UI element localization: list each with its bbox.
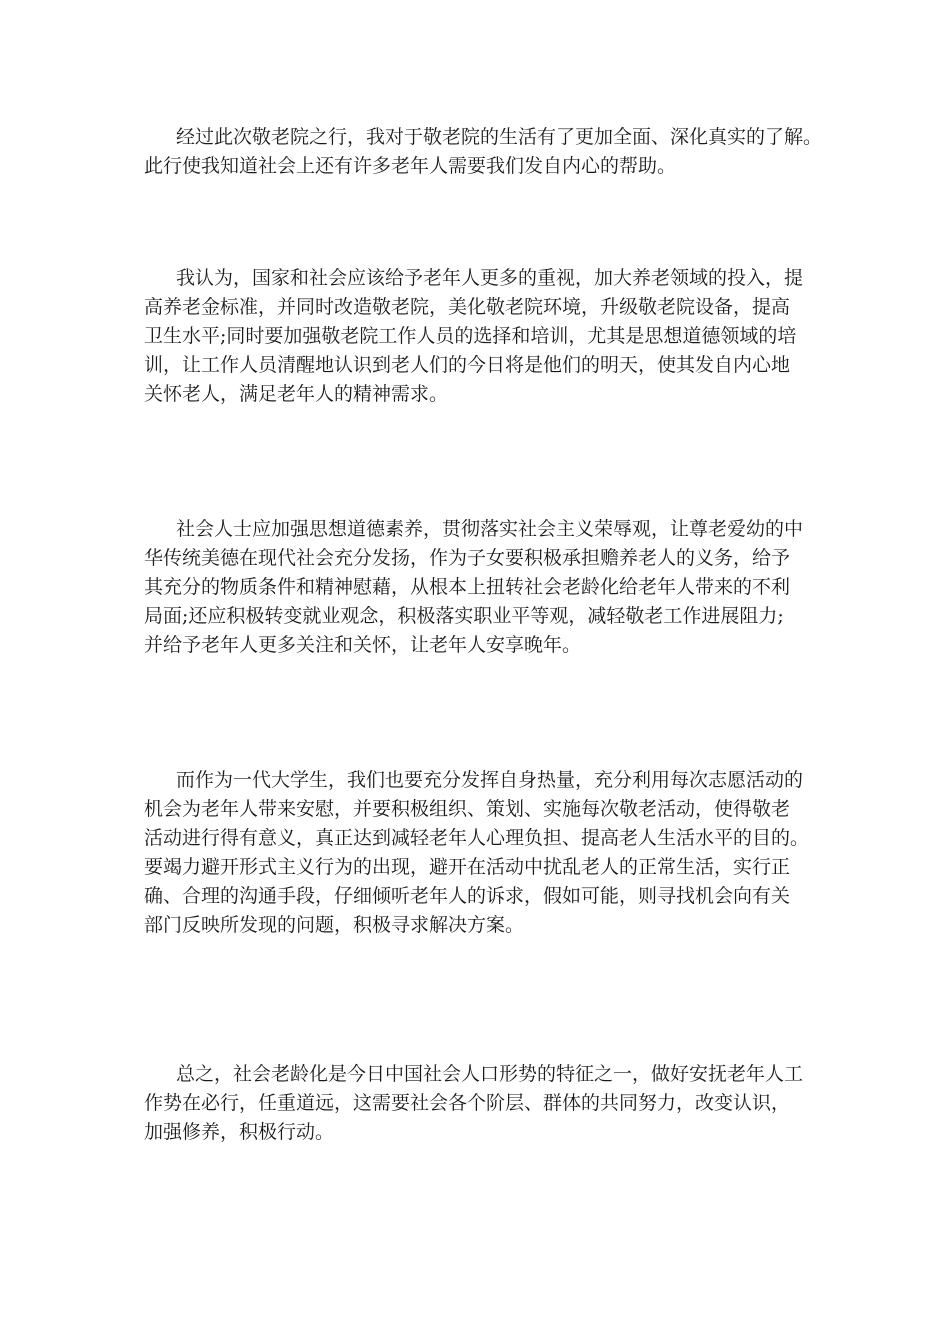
paragraph-line: 作势在必行，任重道远，这需要社会各个阶层、群体的共同努力，改变认识， bbox=[144, 1092, 791, 1114]
paragraph-line: 机会为老年人带来安慰，并要积极组织、策划、实施每次敬老活动，使得敬老 bbox=[144, 798, 791, 820]
paragraph-line: 而作为一代大学生，我们也要充分发挥自身热量，充分利用每次志愿活动的 bbox=[176, 769, 804, 791]
paragraph-line: 我认为，国家和社会应该给予老年人更多的重视，加大养老领域的投入，提 bbox=[176, 267, 804, 289]
paragraph-line: 活动进行得有意义，真正达到减轻老年人心理负担、提高老人生活水平的目的。 bbox=[144, 827, 810, 849]
paragraph-visit-impression bbox=[144, 123, 823, 181]
paragraph-line: 要竭力避开形式主义行为的出现，避开在活动中扰乱老人的正常生活，实行正 bbox=[144, 856, 791, 878]
paragraph-student-responsibility bbox=[144, 766, 814, 940]
paragraph-line: 总之，社会老龄化是今日中国社会人口形势的特征之一，做好安抚老年人工 bbox=[176, 1063, 804, 1085]
paragraph-line: 确、合理的沟通手段，仔细倾听老年人的诉求，假如可能，则寻找机会向有关 bbox=[144, 885, 791, 907]
paragraph-line: 华传统美德在现代社会充分发扬，作为子女要积极承担赡养老人的义务，给予 bbox=[144, 547, 791, 569]
paragraph-society-responsibility bbox=[144, 515, 814, 660]
paragraph-line: 关怀老人，满足老年人的精神需求。 bbox=[144, 383, 449, 405]
paragraph-line: 此行使我知道社会上还有许多老年人需要我们发自内心的帮助。 bbox=[144, 155, 677, 177]
paragraph-state-responsibility bbox=[144, 264, 814, 409]
paragraph-line: 部门反映所发现的问题，积极寻求解决方案。 bbox=[144, 914, 525, 936]
paragraph-line: 其充分的物质条件和精神慰藉，从根本上扭转社会老龄化给老年人带来的不利 bbox=[144, 576, 791, 598]
paragraph-line: 训，让工作人员清醒地认识到老人们的今日将是他们的明天，使其发自内心地 bbox=[144, 354, 791, 376]
paragraph-line: 卫生水平;同时要加强敬老院工作人员的选择和培训，尤其是思想道德领域的培 bbox=[144, 325, 797, 347]
paragraph-conclusion bbox=[144, 1060, 814, 1147]
paragraph-line: 社会人士应加强思想道德素养，贯彻落实社会主义荣辱观，让尊老爱幼的中 bbox=[176, 518, 804, 540]
paragraph-line: 并给予老年人更多关注和关怀，让老年人安享晚年。 bbox=[144, 634, 582, 656]
paragraph-line: 高养老金标准，并同时改造敬老院，美化敬老院环境，升级敬老院设备，提高 bbox=[144, 296, 791, 318]
paragraph-line: 经过此次敬老院之行，我对于敬老院的生活有了更加全面、深化真实的了解。 bbox=[176, 126, 823, 148]
paragraph-line: 局面;还应积极转变就业观念，积极落实职业平等观，减轻敬老工作进展阻力; bbox=[144, 605, 784, 627]
paragraph-line: 加强修养，积极行动。 bbox=[144, 1121, 335, 1143]
